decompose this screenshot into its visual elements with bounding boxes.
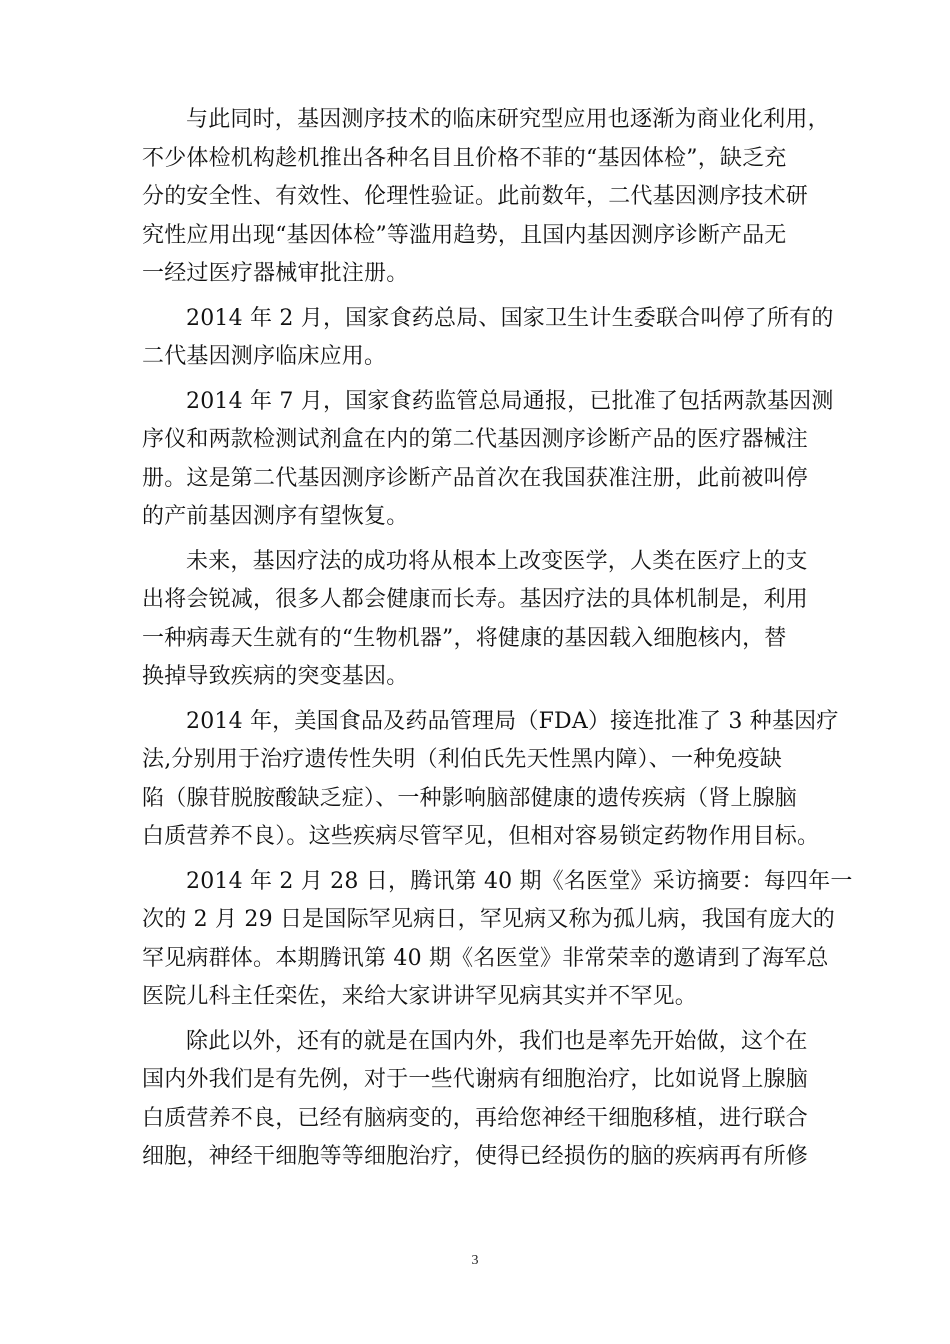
text-line: 的产前基因测序有望恢复。 [142, 504, 409, 529]
text-line: 未来，基因疗法的成功将从根本上改变医学，人类在医疗上的支 [186, 548, 808, 574]
paragraph-6 [142, 863, 853, 1017]
text-line: 不少体检机构趁机推出各种名目且价格不菲的“基因体检”，缺乏充 [142, 145, 787, 171]
text-line: 序仪和两款检测试剂盒在内的第二代基因测序诊断产品的医疗器械注 [142, 427, 809, 452]
text-line: 册。这是第二代基因测序诊断产品首次在我国获准注册，此前被叫停 [142, 465, 809, 491]
text-line: 2014 年 2 月 28 日，腾讯第 40 期《名医堂》采访摘要：每四年一 [186, 868, 853, 894]
text-line: 换掉导致疾病的突变基因。 [142, 664, 409, 689]
paragraph-4 [142, 543, 832, 697]
paragraph-3 [142, 383, 832, 537]
text-line: 白质营养不良，已经有脑病变的，再给您神经干细胞移植，进行联合 [142, 1105, 809, 1131]
text-line: 究性应用出现“基因体检”等滥用趋势，且国内基因测序诊断产品无 [142, 222, 787, 248]
text-line: 细胞，神经干细胞等等细胞治疗，使得已经损伤的脑的疾病再有所修 [142, 1144, 809, 1169]
paragraph-2 [142, 300, 832, 377]
text-line: 出将会锐减，很多人都会健康而长寿。基因疗法的具体机制是，利用 [142, 587, 809, 612]
text-line: 一经过医疗器械审批注册。 [142, 261, 409, 286]
text-line: 分的安全性、有效性、伦理性验证。此前数年，二代基因测序技术研 [142, 184, 809, 209]
text-line: 2014 年 2 月，国家食药总局、国家卫生计生委联合叫停了所有的 [186, 305, 834, 331]
text-line: 除此以外，还有的就是在国内外，我们也是率先开始做，这个在 [186, 1028, 808, 1054]
paragraph-7 [142, 1023, 832, 1177]
text-line: 与此同时，基因测序技术的临床研究型应用也逐渐为商业化利用， [186, 107, 830, 132]
text-line: 2014 年，美国食品及药品管理局（FDA）接连批准了 3 种基因疗 [186, 708, 839, 734]
text-line: 罕见病群体。本期腾讯第 40 期《名医堂》非常荣幸的邀请到了海军总 [142, 945, 829, 971]
text-line: 医院儿科主任栾佐，来给大家讲讲罕见病其实并不罕见。 [142, 984, 698, 1009]
text-line: 一种病毒天生就有的“生物机器”，将健康的基因载入细胞核内，替 [142, 625, 787, 651]
text-line: 二代基因测序临床应用。 [142, 344, 387, 369]
text-line: 国内外我们是有先例，对于一些代谢病有细胞治疗，比如说肾上腺脑 [142, 1067, 809, 1092]
paragraph-5 [142, 703, 839, 857]
paragraph-1 [142, 101, 832, 294]
body-text [142, 101, 853, 1183]
text-line: 陷（腺苷脱胺酸缺乏症）、一种影响脑部健康的遗传疾病（肾上腺脑 [142, 785, 798, 811]
text-line: 2014 年 7 月，国家食药监管总局通报，已批准了包括两款基因测 [186, 388, 834, 414]
page-number: 3 [471, 1253, 479, 1268]
text-line: 法,分别用于治疗遗传性失明（利伯氏先天性黑内障）、一种免疫缺 [142, 747, 782, 772]
text-line: 白质营养不良）。这些疾病尽管罕见，但相对容易锁定药物作用目标。 [142, 824, 820, 849]
text-line: 次的 2 月 29 日是国际罕见病日，罕见病又称为孤儿病，我国有庞大的 [142, 907, 835, 932]
